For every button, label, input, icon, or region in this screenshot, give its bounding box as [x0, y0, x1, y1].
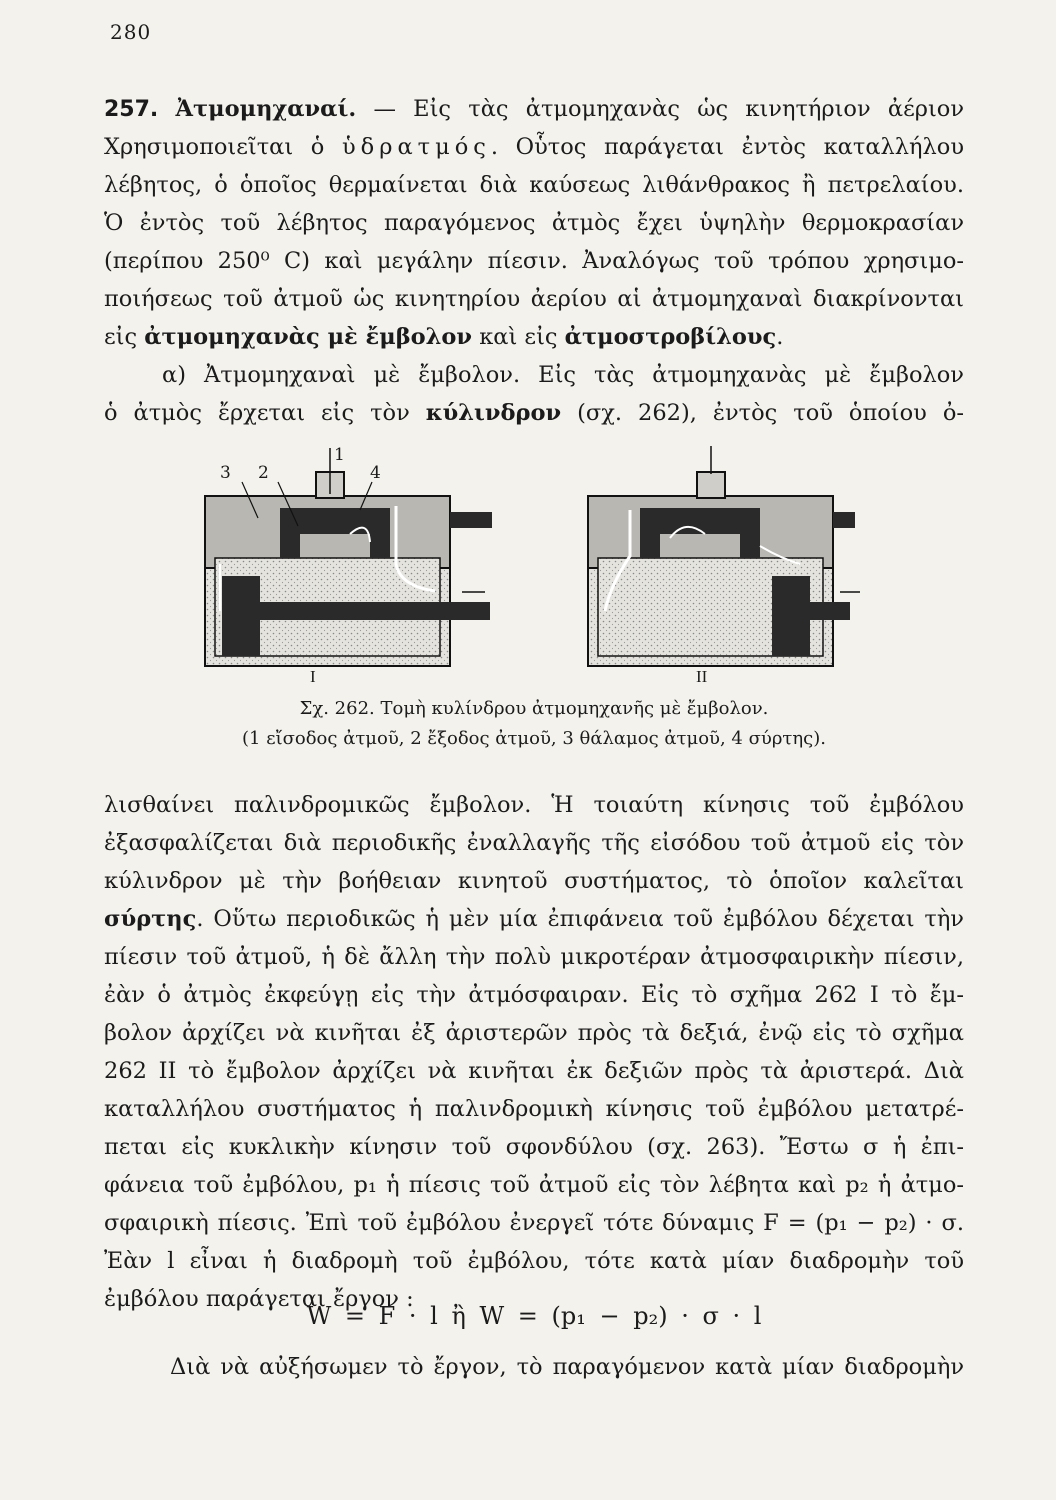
- piston: [222, 576, 260, 656]
- section-257: [104, 90, 964, 432]
- piston-rod: [260, 602, 490, 620]
- section-number: 257.: [104, 97, 159, 122]
- caption-title: Σχ. 262. Τομὴ κυλίνδρου ἀτμομηχανῆς μὲ ἔμβολον.: [299, 698, 769, 719]
- text-line: σύρτης. Οὕτω περιοδικῶς ἡ μὲν μία ἐπιφάνεια τοῦ ἐμβόλου δέχεται τὴν: [104, 906, 964, 932]
- text-line: ὁ ἀτμὸς ἔρχεται εἰς τὸν κύλινδρον (σχ. 262), ἐντὸς τοῦ ὁποίου ὀ-: [104, 400, 964, 426]
- term-piston-engines: ἀτμομηχανὰς μὲ ἔμβολον: [144, 324, 473, 350]
- text-line: Χρησιμοποιεῖται ὁ ὑδρατμός. Οὗτος παράγεται ἐντὸς καταλλήλου: [104, 134, 964, 160]
- text-line: ποιήσεως τοῦ ἀτμοῦ ὡς κινητηρίου ἀερίου αἱ ἀτμομηχαναὶ διακρίνονται: [104, 286, 964, 312]
- label-4: 4: [370, 463, 381, 483]
- text-line: 262 II τὸ ἔμβολον ἀρχίζει νὰ κινῆται ἐκ δεξιῶν πρὸς τὰ ἀριστερά. Διὰ: [104, 1058, 964, 1084]
- part-label-2: II: [696, 667, 708, 686]
- label-1: 1: [334, 446, 345, 465]
- heading-line-text: — Εἰς τὰς ἀτμομηχανὰς ὡς κινητήριον ἀέριον: [356, 96, 965, 122]
- piston-rod: [810, 602, 850, 620]
- label-3: 3: [220, 463, 231, 483]
- label-2: 2: [258, 463, 269, 483]
- page-number: 280: [110, 20, 152, 44]
- text-line: λέβητος, ὁ ὁποῖος θερμαίνεται διὰ καύσεως λιθάνθρακος ἢ πετρελαίου.: [104, 172, 964, 198]
- diagram-part-1: [205, 446, 492, 686]
- section-heading-line: [104, 90, 964, 128]
- term-turbines: ἀτμοστροβίλους: [564, 324, 777, 350]
- steam-inlet-pipe: [697, 472, 725, 498]
- text-line: βολον ἀρχίζει νὰ κινῆται ἐξ ἀριστερῶν πρὸς τὰ δεξιά, ἐνῷ εἰς τὸ σχῆμα: [104, 1020, 964, 1046]
- part-label-1: I: [310, 667, 316, 686]
- text-line: κύλινδρον μὲ τὴν βοήθειαν κινητοῦ συστήματος, τὸ ὁποῖον καλεῖται: [104, 868, 964, 894]
- text-line: Διὰ νὰ αὐξήσωμεν τὸ ἔργον, τὸ παραγόμενον κατὰ μίαν διαδρομὴν: [170, 1354, 964, 1380]
- piston: [772, 576, 810, 656]
- text-line: λισθαίνει παλινδρομικῶς ἔμβολον. Ἡ τοιαύτη κίνησις τοῦ ἐμβόλου: [104, 792, 964, 818]
- work-formula: W = F · l ἢ W = (p₁ − p₂) · σ · l: [306, 1302, 762, 1330]
- figure-262: [200, 446, 880, 691]
- subsection-a-line: α) Ἀτμομηχαναὶ μὲ ἔμβολον. Εἰς τὰς ἀτμομηχανὰς μὲ ἔμβολον: [162, 362, 964, 388]
- valve-rod: [833, 512, 855, 528]
- term-cylinder: κύλινδρον: [425, 400, 562, 426]
- text-line: Ἐὰν l εἶναι ἡ διαδρομὴ τοῦ ἐμβόλου, τότε κατὰ μίαν διαδρομὴν τοῦ: [104, 1248, 964, 1274]
- steam-cylinder-diagram: [200, 446, 880, 691]
- text-line: εἰς ἀτμομηχανὰς μὲ ἔμβολον καὶ εἰς ἀτμοστροβίλους.: [104, 324, 784, 350]
- final-paragraph: [104, 1348, 964, 1386]
- caption-legend: (1 εἴσοδος ἀτμοῦ, 2 ἔξοδος ἀτμοῦ, 3 θάλαμος ἀτμοῦ, 4 σύρτης).: [242, 728, 826, 749]
- text-line: φάνεια τοῦ ἐμβόλου, p₁ ἡ πίεσις τοῦ ἀτμοῦ εἰς τὸν λέβητα καὶ p₂ ἡ ἀτμο-: [104, 1172, 964, 1198]
- text-line: ἐμβόλου παράγεται ἔργον :: [104, 1286, 414, 1312]
- text-line: σφαιρικὴ πίεσις. Ἐπὶ τοῦ ἐμβόλου ἐνεργεῖ τότε δύναμις F = (p₁ − p₂) · σ.: [104, 1210, 964, 1236]
- term-slide-valve: σύρτης: [104, 906, 197, 932]
- text-line: ἐξασφαλίζεται διὰ περιοδικῆς ἐναλλαγῆς τῆς εἰσόδου τοῦ ἀτμοῦ εἰς τὸν: [104, 830, 964, 856]
- valve-rod: [450, 512, 492, 528]
- text-line: καταλλήλου συστήματος ἡ παλινδρομικὴ κίνησις τοῦ ἐμβόλου μετατρέ-: [104, 1096, 964, 1122]
- diagram-part-2: [588, 446, 860, 686]
- figure-caption: [104, 694, 964, 754]
- text-line: ἐὰν ὁ ἀτμὸς ἐκφεύγῃ εἰς τὴν ἀτμόσφαιραν. Εἰς τὸ σχῆμα 262 I τὸ ἔμ-: [104, 982, 964, 1008]
- text-line: Ὁ ἐντὸς τοῦ λέβητος παραγόμενος ἀτμὸς ἔχει ὑψηλὴν θερμοκρασίαν: [104, 210, 964, 236]
- text-line: πεται εἰς κυκλικὴν κίνησιν τοῦ σφονδύλου (σχ. 263). Ἔστω σ ἡ ἐπι-: [104, 1134, 964, 1160]
- text-line: (περίπου 250⁰ C) καὶ μεγάλην πίεσιν. Ἀναλόγως τοῦ τρόπου χρησιμο-: [104, 248, 964, 274]
- section-title: Ἀτμομηχαναί.: [175, 96, 357, 122]
- text-line: πίεσιν τοῦ ἀτμοῦ, ἡ δὲ ἄλλη τὴν πολὺ μικροτέραν ἀτμοσφαιρικὴν πίεσιν,: [104, 944, 964, 970]
- body-paragraph: [104, 786, 964, 1318]
